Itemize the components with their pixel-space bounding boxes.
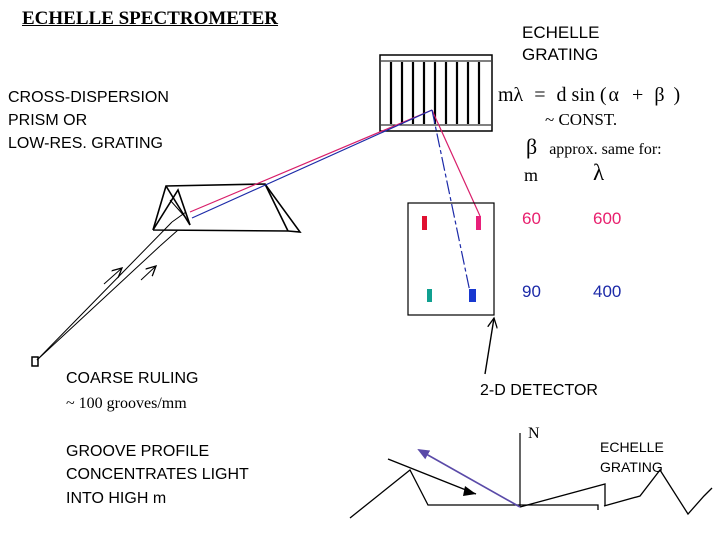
cross-dispersion-prism [153,184,300,232]
reflected-ray [419,450,520,507]
red-ray-in [190,110,432,212]
grating-label-line-1: ECHELLE [522,23,600,42]
groove-profile [350,433,712,518]
groove-profile-line-3: INTO HIGH m [66,490,167,507]
table-row-1-lambda: 600 [593,209,622,228]
equation-alpha: α [608,84,620,106]
echelle-small-line-1: ECHELLE [600,439,664,455]
echelle-small-line-2: GRATING [600,459,663,475]
table-header-m: m [524,165,539,185]
spot-90-red-end [469,289,476,302]
const-note: ~ CONST. [545,110,618,129]
table-row-2-m: 90 [522,282,541,301]
grating-rulings [391,62,479,124]
equation-plus: + [632,84,644,106]
beta-note-text: approx. same for: [549,141,662,158]
blue-ray-out [432,110,470,292]
groove-profile-line-1: GROOVE PROFILE [66,443,210,460]
spot-60-blue-end [422,216,427,230]
coarse-ruling-line-2: ~ 100 grooves/mm [66,395,187,412]
beta-symbol: β [526,134,538,159]
detector [408,203,494,315]
equation-close: ) [673,84,681,106]
blue-ray-in [192,110,432,218]
table-row-2-lambda: 400 [593,282,622,301]
input-rays [37,212,186,360]
normal-label: N [528,425,540,442]
equation-rhs: d sin ( [556,84,607,106]
red-ray-out [432,110,480,216]
equation-equals: = [534,84,546,106]
spot-90-blue-end [427,289,432,302]
detector-frame [408,203,494,315]
table-header-lambda: λ [593,160,605,185]
entrance-slit [32,357,38,366]
equation-beta: β [654,84,665,106]
detector-label: 2-D DETECTOR [480,382,598,399]
table-row-1-m: 60 [522,209,541,228]
spot-60-red-end [476,216,481,230]
page-title: ECHELLE SPECTROMETER [22,8,279,29]
coarse-ruling-line-1: COARSE RULING [66,370,199,387]
groove-profile-line-2: CONCENTRATES LIGHT [66,466,249,483]
prism-label-line-3: LOW-RES. GRATING [8,135,163,152]
prism-label-line-2: PRISM OR [8,112,88,129]
dispersed-rays [190,110,480,292]
grating-label-line-2: GRATING [522,45,599,64]
prism-label-line-1: CROSS-DISPERSION [8,89,169,106]
detector-pointer-arrow [485,318,494,374]
equation-lhs: mλ [498,84,524,106]
